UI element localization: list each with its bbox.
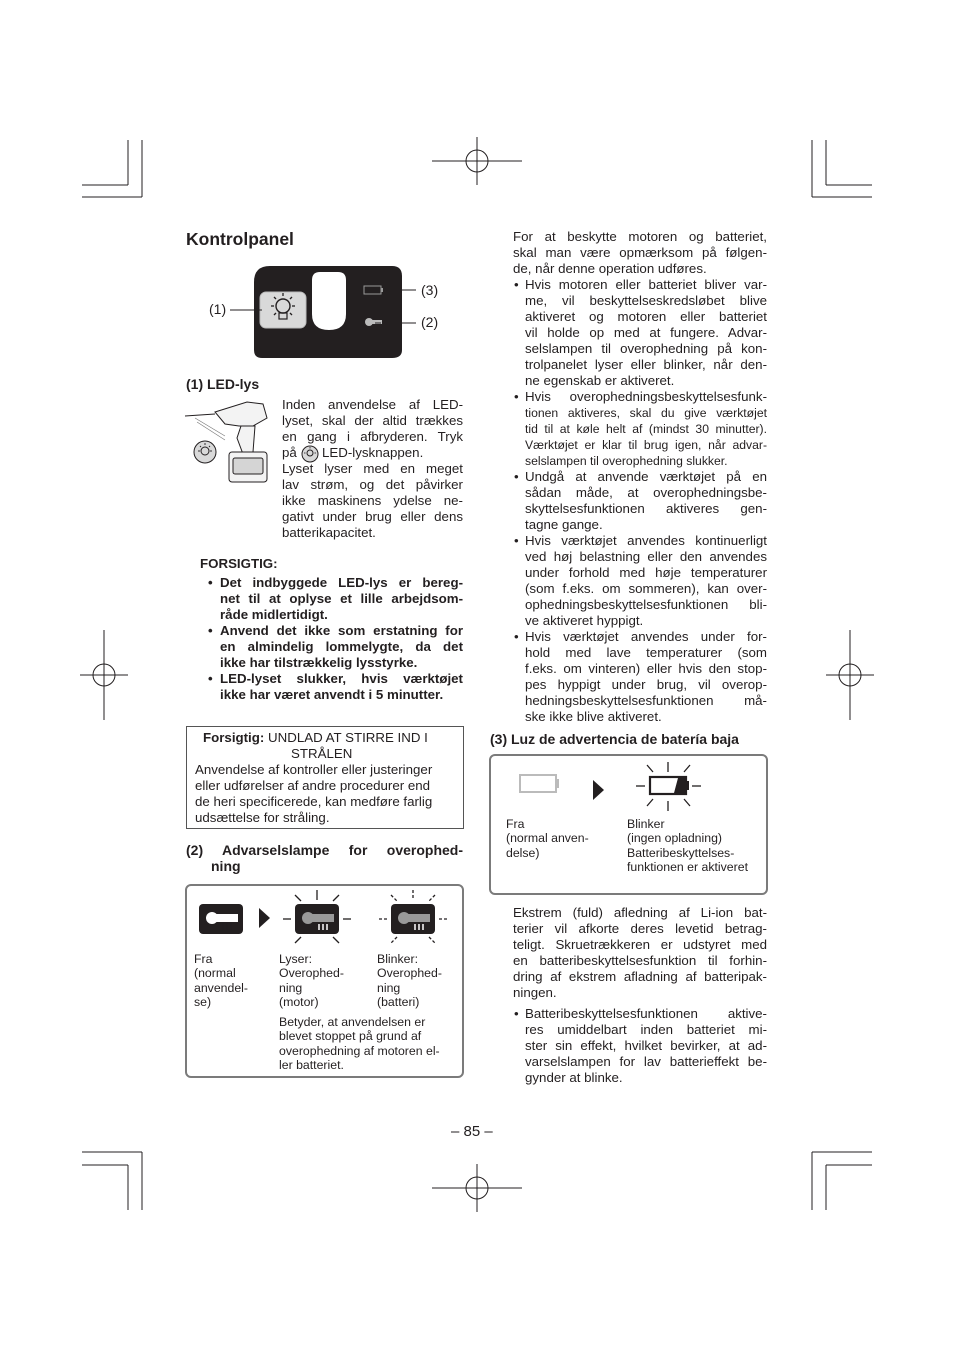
caution-1-line-3: råde midlertidigt.: [220, 607, 328, 622]
led-line-6: lav strøm, og det påvirker: [282, 477, 463, 492]
overheat-note-1: Betyder, at anvendelsen er: [279, 1015, 426, 1029]
intro-line-1: For at beskytte motoren og batteriet,: [513, 229, 767, 244]
caution-bullet-3: •: [208, 671, 213, 686]
caution-1-line-1: Det indbyggede LED-lys er bereg-: [220, 575, 463, 590]
overheat-col3-3: ning: [377, 981, 401, 995]
bullet-5-dot: •: [514, 629, 519, 644]
b1-l5: selslampen til overophedning på kon-: [525, 341, 767, 356]
battery-text-1: Ekstrem (fuld) afledning af Li-ion bat-: [513, 905, 767, 920]
overheat-col3-2: Overophed-: [377, 966, 442, 980]
caution-1-line-2: net til at oplyse et lille arbejdsom-: [220, 591, 463, 606]
overheat-col2-4: (motor): [279, 995, 319, 1009]
bullet-4-dot: •: [514, 533, 519, 548]
caution-2-line-3: ikke har tilstrækkelig lysstyrke.: [220, 655, 418, 670]
overheat-heading-1: (2) Advarselslampe for overophed-: [186, 842, 463, 858]
overheat-heading-2: ning: [211, 858, 241, 874]
warning-label: Forsigtig:: [203, 730, 265, 745]
b1-l7: ne egenskab er aktiveret.: [525, 373, 675, 388]
battery-right-1: Blinker: [627, 817, 665, 831]
led-inline-after: LED-lysknappen.: [322, 445, 424, 460]
battery-left-3: delse): [506, 846, 540, 860]
battery-left-1: Fra: [506, 817, 525, 831]
b5-l3: f.eks. om vinteren) eller hvis den stop-: [525, 661, 767, 676]
overheat-note-4: ler batteriet.: [279, 1058, 344, 1072]
b1-l2: me, vil beskyttelseskredsløbet blive: [525, 293, 767, 308]
battery-bullet-1: Batteribeskyttelsesfunktionen aktive-: [525, 1006, 767, 1021]
battery-bullet-dot: •: [514, 1006, 519, 1021]
led-heading: (1) LED-lys: [186, 376, 260, 392]
b3-l3: skyttelsesfunktionen aktiveres gen-: [525, 501, 767, 516]
warning-title-1: UNDLAD AT STIRRE IND I: [268, 730, 428, 745]
overheat-note-3: overophedning af motoren el-: [279, 1044, 440, 1058]
b5-l4: pes hyppigt under brug, vil overop-: [525, 677, 767, 692]
warning-title-2: STRÅLEN: [291, 746, 353, 761]
callout-3: (3): [421, 282, 439, 298]
overheat-col1-4: se): [194, 995, 212, 1009]
battery-right-4: funktionen er aktiveret: [627, 860, 748, 874]
overheat-col3-4: (batteri): [377, 995, 420, 1009]
overheat-col1-2: (normal: [194, 966, 236, 980]
b2-l2: tionen aktiveres, skal du give værktøjet: [525, 406, 767, 420]
b2-l3: tid til at køle helt af (mindst 30 minutter).: [525, 422, 767, 436]
battery-text-6: ningen.: [513, 985, 557, 1000]
caution-3-line-2: ikke har været anvendt i 5 minutter.: [220, 687, 444, 702]
caution-bullet-1: •: [208, 575, 213, 590]
b2-l1: Hvis overophedningsbeskyttelsesfunk-: [525, 389, 767, 404]
led-line-8: gativt under brug eller dens: [282, 509, 463, 524]
b4-l1: Hvis værktøjet anvendes kontinuerligt: [525, 533, 767, 548]
battery-bullet-4: varselslampen for lav batterieffekt be-: [525, 1054, 767, 1069]
b5-l5: hedningsbeskyttelsesfunktionen må-: [525, 693, 767, 708]
b2-l4: Værktøjet er klar til brug igen, når advar-: [525, 438, 767, 452]
caution-heading: FORSIGTIG:: [200, 556, 278, 571]
caution-2-line-2: en almindelig lommelygte, da det: [220, 639, 463, 654]
section-title: Kontrolpanel: [186, 229, 294, 249]
battery-right-3: Batteribeskyttelses-: [627, 846, 735, 860]
b4-l6: ve aktiveret hyppigt.: [525, 613, 644, 628]
bullet-1-dot: •: [514, 277, 519, 292]
b3-l2: sådan måde, at overophedningsbe-: [525, 485, 767, 500]
led-line-1: Inden anvendelse af LED-: [282, 397, 463, 412]
warning-body-1: Anvendelse af kontroller eller justeringer: [195, 762, 433, 777]
battery-text-2: terier vil afkorte deres levetid betrag-: [513, 921, 767, 936]
warning-body-3: de heri specificerede, kan medføre farlig: [195, 794, 433, 809]
bullet-3-dot: •: [514, 469, 519, 484]
overheat-col1-3: anvendel-: [194, 981, 249, 995]
overheat-col2-2: Overophed-: [279, 966, 344, 980]
b1-l1: Hvis motoren eller batteriet bliver var-: [525, 277, 767, 292]
battery-bullet-2: res umiddelbart inden batteriet mi-: [525, 1022, 767, 1037]
caution-2-line-1: Anvend det ikke som erstatning for: [220, 623, 463, 638]
intro-line-2: skal man være opmærksom på følgen-: [513, 245, 767, 260]
battery-bullet-3: ster sin effekt, hvilket bevirker, at ad-: [525, 1038, 767, 1053]
led-inline-before: på: [282, 445, 297, 460]
overheat-note-2: blevet stoppet på grund af: [279, 1029, 422, 1043]
b1-l6: trolpanelet lyser eller blinker, når den-: [525, 357, 767, 372]
battery-text-3: teligt. Skruetrækkeren er udstyret med: [513, 937, 767, 952]
b4-l2: ved høj belastning eller den anvendes: [525, 549, 767, 564]
overheat-col2-1: Lyser:: [279, 952, 313, 966]
b4-l3: under forhold med høje temperaturer: [525, 565, 767, 580]
battery-left-2: (normal anven-: [506, 831, 589, 845]
callout-2: (2): [421, 314, 439, 330]
b1-l3: aktiveret og motoren eller batteriet: [525, 309, 767, 324]
page-number: – 85 –: [451, 1123, 493, 1140]
caution-3-line-1: LED-lyset slukker, hvis værktøjet: [220, 671, 463, 686]
overheat-col1-1: Fra: [194, 952, 213, 966]
b5-l2: hold med lave temperaturer (som: [525, 645, 767, 660]
battery-text-5: dring af ekstrem afladning af batteripak-: [513, 969, 767, 984]
battery-right-2: (ingen opladning): [627, 831, 723, 845]
led-line-5: Lyset lyser med en meget: [282, 461, 463, 476]
overheat-col2-3: ning: [279, 981, 303, 995]
intro-line-3: de, når denne operation udføres.: [513, 261, 707, 276]
led-line-3: en gang i afbryderen. Tryk: [282, 429, 463, 444]
led-line-7: ikke maskinens ydelse ne-: [282, 493, 463, 508]
b4-l5: ophedningsbeskyttelsesfunktionen bli-: [525, 597, 767, 612]
callout-1: (1): [209, 301, 227, 317]
led-line-9: batterikapacitet.: [282, 525, 376, 540]
battery-bullet-5: gynder at blinke.: [525, 1070, 623, 1085]
warning-body-2: eller udførelser af andre procedurer end: [195, 778, 431, 793]
bullet-2-dot: •: [514, 389, 519, 404]
caution-bullet-2: •: [208, 623, 213, 638]
battery-text-4: en batteribeskyttelsesfunktion til forhin-: [513, 953, 767, 968]
warning-body-4: udsættelse for stråling.: [195, 810, 330, 825]
battery-heading: (3) Luz de advertencia de batería baja: [490, 731, 739, 747]
b4-l4: (som f.eks. om sommeren), kan over-: [525, 581, 767, 596]
overheat-col3-1: Blinker:: [377, 952, 419, 966]
b3-l1: Undgå at anvende værktøjet på en: [525, 469, 767, 484]
led-line-2: lyset, skal der altid trækkes: [282, 413, 463, 428]
b3-l4: tagne gange.: [525, 517, 603, 532]
b5-l6: ske ikke blive aktiveret.: [525, 709, 662, 724]
b1-l4: vil holde op med at fungere. Advar-: [525, 325, 767, 340]
b5-l1: Hvis værktøjet anvendes under for-: [525, 629, 767, 644]
b2-l5: selslampen til overophedning slukker.: [525, 454, 728, 468]
